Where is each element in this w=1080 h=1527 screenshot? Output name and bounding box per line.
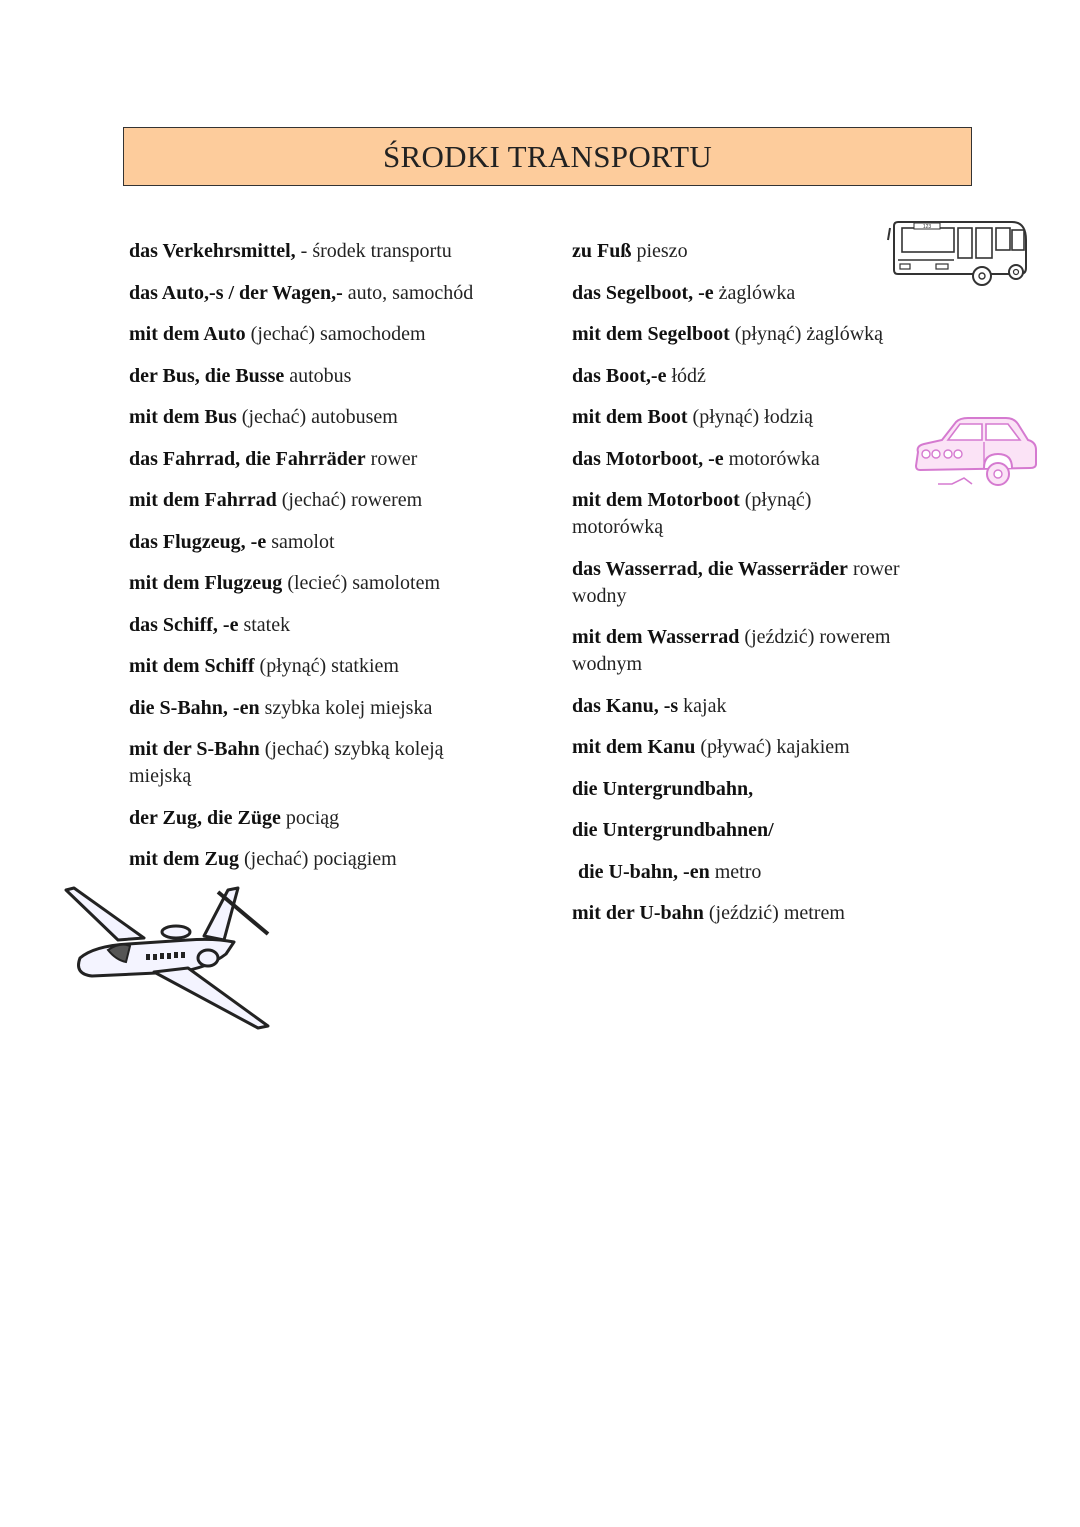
vocab-line	[572, 321, 883, 348]
translation: (jechać) samochodem	[245, 323, 426, 345]
vocab-line	[572, 238, 688, 265]
vocab-line	[572, 693, 726, 720]
translation: (płynąć) łodzią	[687, 406, 814, 428]
translation: motorówka	[723, 448, 820, 470]
title-box	[123, 127, 972, 186]
german-term: mit dem Motorboot	[572, 489, 740, 511]
vocab-line	[572, 556, 900, 583]
vocab-line	[572, 817, 774, 844]
german-term: das Wasserrad, die Wasserräder	[572, 558, 848, 580]
german-term: mit der U-bahn	[572, 902, 704, 924]
vocab-line	[572, 363, 706, 390]
translation: rower	[365, 448, 418, 470]
german-term: das Motorboot, -e	[572, 448, 724, 470]
translation: (jechać) autobusem	[236, 406, 398, 428]
vocab-line	[129, 653, 399, 680]
vocab-line	[572, 446, 820, 473]
translation: auto, samochód	[342, 282, 474, 304]
vocab-line	[129, 238, 452, 265]
translation: łódź	[666, 365, 706, 387]
vocab-line	[572, 900, 845, 927]
translation: wodny	[572, 585, 627, 607]
german-term: das Boot,-e	[572, 365, 667, 387]
translation: pieszo	[631, 240, 688, 262]
german-term: das Kanu, -s	[572, 695, 679, 717]
vocab-line	[129, 846, 397, 873]
vocab-line	[572, 651, 642, 678]
vocab-line	[572, 734, 850, 761]
translation: miejską	[129, 765, 192, 787]
translation: kajak	[678, 695, 727, 717]
translation: (jechać) rowerem	[276, 489, 423, 511]
german-term: das Flugzeug, -e	[129, 531, 267, 553]
german-term: zu Fuß	[572, 240, 632, 262]
german-term: der Zug, die Züge	[129, 807, 281, 829]
vocab-line	[129, 570, 440, 597]
translation: wodnym	[572, 653, 642, 675]
vocab-line	[129, 763, 191, 790]
translation: autobus	[284, 365, 352, 387]
german-term: das Schiff, -e	[129, 614, 239, 636]
german-term: das Segelboot, -e	[572, 282, 714, 304]
german-term: mit dem Zug	[129, 848, 239, 870]
vocab-line	[129, 404, 398, 431]
translation: (płynąć) żaglówką	[729, 323, 884, 345]
translation: metro	[709, 861, 762, 883]
german-term: das Fahrrad, die Fahrräder	[129, 448, 366, 470]
translation: (jeździć) metrem	[703, 902, 845, 924]
translation: żaglówka	[713, 282, 796, 304]
vocab-line	[129, 321, 426, 348]
german-term: die Untergrundbahn,	[572, 778, 754, 800]
vocab-line	[572, 280, 795, 307]
vocab-line	[129, 695, 432, 722]
vocab-line	[129, 612, 290, 639]
german-term: die Untergrundbahnen/	[572, 819, 774, 841]
vocab-line	[129, 529, 335, 556]
page-title: ŚRODKI TRANSPORTU	[382, 138, 713, 174]
vocab-line	[129, 736, 444, 763]
german-term: der Bus, die Busse	[129, 365, 285, 387]
vocab-line	[129, 363, 351, 390]
vocab-line	[129, 446, 417, 473]
german-term: mit dem Schiff	[129, 655, 255, 677]
translation: (płynąć)	[739, 489, 812, 511]
translation: motorówką	[572, 516, 664, 538]
german-term: mit dem Auto	[129, 323, 246, 345]
german-term: mit der S-Bahn	[129, 738, 260, 760]
translation: statek	[238, 614, 291, 636]
german-term: mit dem Kanu	[572, 736, 696, 758]
german-term: mit dem Segelboot	[572, 323, 730, 345]
vocab-line	[572, 514, 663, 541]
german-term: das Auto,-s / der Wagen,-	[129, 282, 343, 304]
translation: (pływać) kajakiem	[695, 736, 850, 758]
translation: (jechać) pociągiem	[239, 848, 397, 870]
translation: - środek transportu	[295, 240, 452, 262]
translation: samolot	[266, 531, 335, 553]
german-term: mit dem Flugzeug	[129, 572, 283, 594]
vocab-line	[129, 280, 473, 307]
bus-icon	[884, 216, 1034, 294]
bus-number: 123	[922, 224, 932, 230]
translation: (lecieć) samolotem	[282, 572, 441, 594]
vocab-line	[578, 859, 761, 886]
vocab-line	[129, 805, 339, 832]
german-term: mit dem Bus	[129, 406, 237, 428]
german-term: die U-bahn, -en	[578, 861, 710, 883]
vocab-line	[572, 776, 753, 803]
translation: (jechać) szybką koleją	[259, 738, 444, 760]
vocab-line	[572, 583, 626, 610]
german-term: die S-Bahn, -en	[129, 697, 260, 719]
german-term: mit dem Fahrrad	[129, 489, 277, 511]
translation: pociąg	[280, 807, 340, 829]
vocab-line	[572, 404, 813, 431]
vocab-line	[129, 487, 422, 514]
translation: (jeździć) rowerem	[739, 626, 891, 648]
translation: (płynąć) statkiem	[254, 655, 399, 677]
vocab-line	[572, 624, 890, 651]
german-term: mit dem Boot	[572, 406, 688, 428]
german-term: mit dem Wasserrad	[572, 626, 740, 648]
car-icon	[912, 412, 1040, 490]
vocab-line	[572, 487, 811, 514]
german-term: das Verkehrsmittel,	[129, 240, 296, 262]
translation: szybka kolej miejska	[259, 697, 433, 719]
airplane-icon	[58, 882, 274, 1034]
translation: rower	[847, 558, 900, 580]
